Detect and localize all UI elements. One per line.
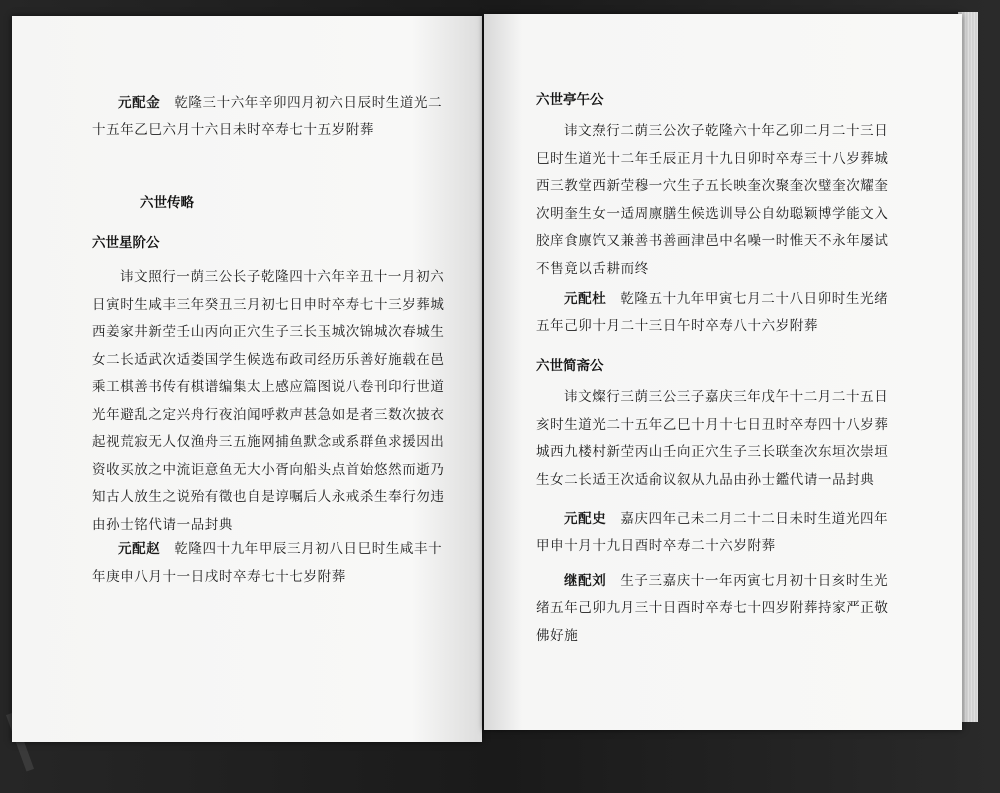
person1-line-1: 讳文照行一荫三公长子乾隆四十六年辛丑十一月初六 (120, 269, 445, 285)
entry4-cont (536, 533, 776, 561)
person1-line-4: 女二长适武次适娄国学生候选布政司经历乐善好施载在邑 (92, 351, 445, 368)
person3-name: 六世简斋公 (536, 358, 604, 374)
entry4-block (564, 506, 888, 534)
person1-line-7: 起视荒寂无人仅渔舟三五施网捕鱼默念或系群鱼求援因出 (92, 434, 445, 450)
entry4-label: 元配史 (564, 511, 607, 527)
right-page (484, 14, 962, 730)
entry5-line-1: 生子三嘉庆十一年丙寅七月初十日亥时生光 (620, 573, 889, 589)
person2-line-6: 不售竟以舌耕而终 (536, 260, 649, 277)
entry4-line-1: 嘉庆四年己未二月二十二日未时生道光四年 (620, 511, 889, 527)
entry1-label: 元配金 (118, 95, 161, 111)
entry1-block (118, 90, 442, 118)
person2-line-4: 次明奎生女一适周廪膳生候选训导公自幼聪颖博学能文入 (536, 205, 889, 222)
person2-line-5: 胶庠食廪饩又兼善书善画津邑中名噪一时惟天不永年屡试 (536, 233, 889, 249)
person2-name: 六世亭午公 (536, 92, 604, 108)
entry1-line-1: 乾隆三十六年辛卯四月初六日辰时生道光二 (174, 95, 443, 111)
entry2-block (118, 536, 442, 564)
person1-line-8: 资收买放之中流讵意鱼无大小胥向船头点首始悠然而逝乃 (92, 461, 445, 478)
entry3-line-1: 乾隆五十九年甲寅七月二十八日卯时生光绪 (620, 291, 889, 307)
person2-line-3: 西三教堂西新茔穆一穴生子五长映奎次聚奎次璧奎次耀奎 (536, 178, 889, 194)
person1-line-6: 光年避乱之定兴舟行夜泊闻呼救声甚急如是者三数次披衣 (92, 406, 445, 423)
entry2-line-1: 乾隆四十九年甲辰三月初八日巳时生咸丰十 (174, 541, 443, 557)
person3-line-1: 讳文燦行三荫三公三子嘉庆三年戊午十二月二十五日 (564, 389, 889, 405)
person2-line-2: 巳时生道光十二年壬辰正月十九日卯时卒寿三十八岁葬城 (536, 150, 889, 167)
entry2-label: 元配赵 (118, 541, 161, 557)
left-page (12, 16, 482, 742)
entry5-cont (536, 595, 889, 650)
person3-line-2: 亥时生道光二十五年乙巳十月十七日丑时卒寿四十八岁葬 (536, 416, 889, 433)
entry1-cont (92, 117, 374, 145)
entry3-cont (536, 313, 818, 341)
person1-line-9: 知古人放生之说殆有徵也自是谆嘱后人永戒杀生奉行勿违 (92, 489, 445, 505)
person1-body (92, 264, 445, 539)
person2-line-1: 讳文焘行二荫三公次子乾隆六十年乙卯二月二十三日 (564, 123, 889, 139)
person3-body (536, 384, 889, 494)
person3-line-3: 城西九楼村新茔丙山壬向正穴生子三长联奎次东垣次崇垣 (536, 444, 889, 460)
person3-line-4: 生女二长适王次适俞议叙从九品由孙士鑑代请一品封典 (536, 471, 875, 488)
person1-name: 六世星阶公 (92, 235, 160, 251)
entry3-line-2: 五年己卯十月二十三日午时卒寿八十六岁附葬 (536, 318, 818, 334)
person1-line-10: 由孙士铭代请一品封典 (92, 516, 233, 533)
entry4-line-2: 甲申十月十九日酉时卒寿二十六岁附葬 (536, 538, 776, 554)
entry5-line-2: 绪五年己卯九月三十日酉时卒寿七十四岁附葬持家严正敬 (536, 600, 889, 616)
entry2-cont (92, 564, 346, 592)
entry5-block (564, 568, 888, 596)
entry3-block (564, 286, 888, 314)
person1-line-2: 日寅时生咸丰三年癸丑三月初七日申时卒寿七十三岁葬城 (92, 296, 445, 313)
section-title: 六世传略 (140, 195, 194, 211)
entry3-label: 元配杜 (564, 291, 607, 307)
entry1-line-2: 十五年乙巳六月十六日未时卒寿七十五岁附葬 (92, 122, 374, 138)
entry2-line-2: 年庚申八月十一日戌时卒寿七十七岁附葬 (92, 569, 346, 585)
person1-line-3: 西姜家井新茔壬山丙向正穴生子三长玉城次锦城次春城生 (92, 324, 445, 340)
person2-body (536, 118, 889, 283)
entry5-line-3: 佛好施 (536, 627, 579, 644)
person1-line-5: 乘工棋善书传有棋谱编集太上感应篇图说八卷刊印行世道 (92, 379, 445, 395)
entry5-label: 继配刘 (564, 573, 607, 589)
